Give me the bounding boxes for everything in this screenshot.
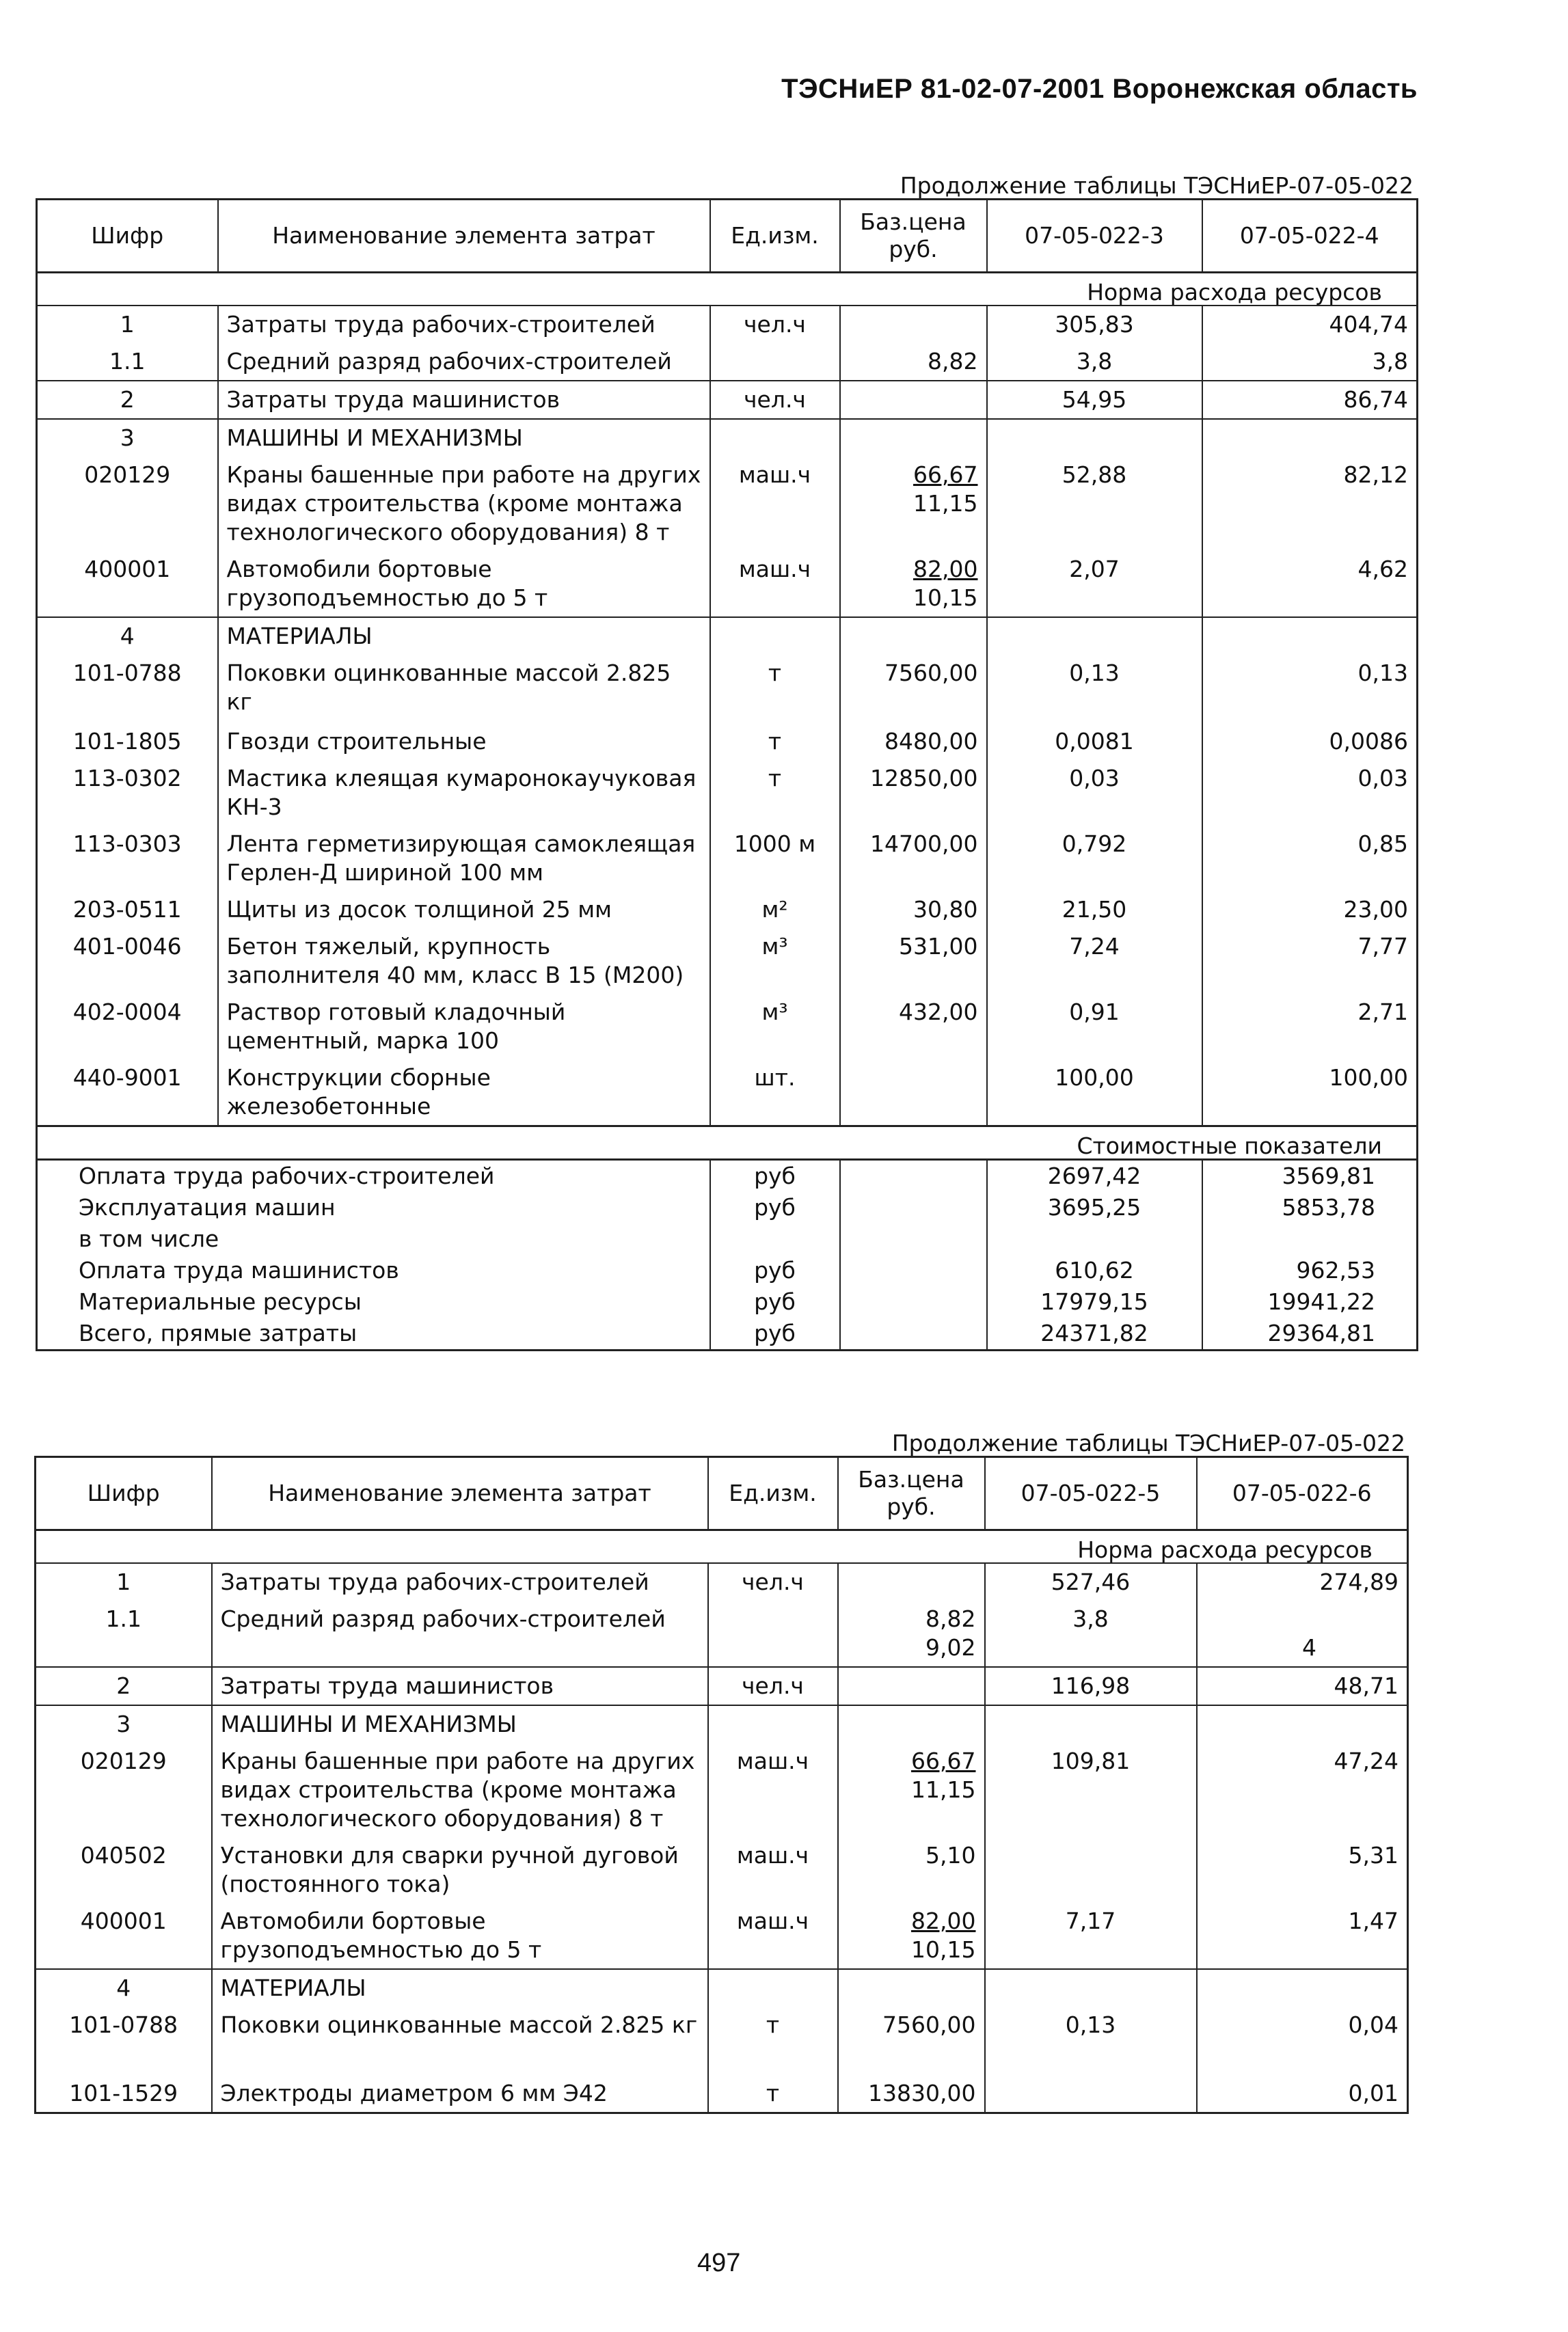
total-unit: руб (710, 1286, 840, 1318)
table2-header-row (36, 1457, 1408, 1530)
section-title: МАТЕРИАЛЫ (212, 1969, 708, 2007)
row-name: Лента герметизирующая самоклеящая Герлен-Д шириной 100 мм (218, 826, 710, 891)
table-row (36, 1563, 1408, 1601)
row-name: Затраты труда рабочих-строителей (218, 306, 710, 343)
row-unit (710, 343, 840, 381)
row-code: 401-0046 (37, 928, 218, 994)
row-code: 440-9001 (37, 1059, 218, 1126)
section-row (36, 1969, 1408, 2007)
row-value-2: 3,8 (1202, 343, 1418, 381)
col-header-code: Шифр (36, 1457, 212, 1530)
cost-label: Стоимостные показатели (37, 1126, 1418, 1160)
row-value-1: 0,0081 (987, 723, 1202, 760)
row-price: 14700,00 (840, 826, 987, 891)
row-price: 12850,00 (840, 760, 987, 826)
price-sub: 11,15 (911, 1776, 976, 1803)
section-code: 3 (37, 419, 218, 457)
row-value-2: 0,03 (1202, 760, 1418, 826)
row-unit: м³ (710, 928, 840, 994)
total-value-2: 962,53 (1202, 1255, 1418, 1286)
row-code: 1.1 (37, 343, 218, 381)
row-value-1: 527,46 (985, 1563, 1197, 1601)
row-value-2: 23,00 (1202, 891, 1418, 928)
total-unit: руб (710, 1160, 840, 1193)
row-code: 101-1529 (36, 2075, 212, 2113)
row-value-1 (985, 2075, 1197, 2113)
total-row (37, 1286, 1418, 1318)
row-name: Автомобили бортовые грузоподъемностью до 5 т (212, 1903, 708, 1969)
table-row (37, 381, 1418, 419)
row-value-1: 305,83 (987, 306, 1202, 343)
total-unit: руб (710, 1192, 840, 1223)
total-value-2: 29364,81 (1202, 1318, 1418, 1351)
row-value-1: 54,95 (987, 381, 1202, 419)
section-code: 4 (36, 1969, 212, 2007)
section-code: 4 (37, 617, 218, 655)
row-value-2 (1197, 1601, 1408, 1667)
row-value-1 (985, 1837, 1197, 1903)
row-value-1: 7,24 (987, 928, 1202, 994)
table1-header-row (37, 200, 1418, 273)
row-code: 113-0302 (37, 760, 218, 826)
section-row (36, 1705, 1408, 1743)
row-unit: чел.ч (708, 1667, 838, 1705)
row-name: Конструкции сборные железобетонные (218, 1059, 710, 1126)
total-unit (710, 1223, 840, 1255)
row-value-1: 2,07 (987, 551, 1202, 617)
row-code: 1.1 (36, 1601, 212, 1667)
row-value-1: 21,50 (987, 891, 1202, 928)
row-unit: маш.ч (708, 1837, 838, 1903)
total-row (37, 1223, 1418, 1255)
total-value-1: 2697,42 (987, 1160, 1202, 1193)
table2-caption: Продолжение таблицы ТЭСНиЕР-07-05-022 (891, 1430, 1405, 1456)
row-unit: чел.ч (710, 306, 840, 343)
total-value-2: 19941,22 (1202, 1286, 1418, 1318)
row-name: Электроды диаметром 6 мм Э42 (212, 2075, 708, 2113)
row-value-1: 3,8 (987, 343, 1202, 381)
table-row (36, 1667, 1408, 1705)
row-name: Автомобили бортовые грузоподъемностью до 5 т (218, 551, 710, 617)
row-value-2: 47,24 (1197, 1743, 1408, 1837)
row-price (840, 457, 987, 551)
row-name: Затраты труда машинистов (218, 381, 710, 419)
col-header-code: Шифр (37, 200, 218, 273)
total-value-1: 3695,25 (987, 1192, 1202, 1223)
row-name: Затраты труда рабочих-строителей (212, 1563, 708, 1601)
table-row (37, 760, 1418, 826)
row-name: Бетон тяжелый, крупность заполнителя 40 мм, класс В 15 (М200) (218, 928, 710, 994)
row-price: 30,80 (840, 891, 987, 928)
row-price: 8,82 (840, 343, 987, 381)
row-name: Краны башенные при работе на других видах строительства (кроме монтажа технологического оборудования) 8 т (218, 457, 710, 551)
table-row (36, 1601, 1408, 1667)
row-price (838, 1563, 985, 1601)
price-sub: 9,02 (925, 1634, 976, 1661)
row-code: 101-0788 (36, 2007, 212, 2075)
row-value-1: 0,792 (987, 826, 1202, 891)
total-row (37, 1160, 1418, 1193)
table-row (36, 1903, 1408, 1969)
section-row (37, 419, 1418, 457)
row-name: Мастика клеящая кумаронокаучуковая КН-3 (218, 760, 710, 826)
row-unit: т (708, 2007, 838, 2075)
row-unit: т (710, 760, 840, 826)
total-name: в том числе (79, 1225, 219, 1252)
row-value-2: 7,77 (1202, 928, 1418, 994)
row-unit: чел.ч (710, 381, 840, 419)
row-value-2: 48,71 (1197, 1667, 1408, 1705)
table-row (36, 2075, 1408, 2113)
row-price (840, 551, 987, 617)
row-code: 020129 (36, 1743, 212, 1837)
table-row (37, 891, 1418, 928)
total-unit: руб (710, 1255, 840, 1286)
page-number: 497 (697, 2249, 741, 2277)
total-value-1: 610,62 (987, 1255, 1202, 1286)
norm-label: Норма расхода ресурсов (36, 1530, 1408, 1564)
total-value-1: 17979,15 (987, 1286, 1202, 1318)
col-header-v2: 07-05-022-6 (1197, 1457, 1408, 1530)
row-name: Поковки оцинкованные массой 2.825 кг (212, 2007, 708, 2075)
row-price: 7560,00 (840, 655, 987, 723)
row-value-1: 0,03 (987, 760, 1202, 826)
row-unit: шт. (710, 1059, 840, 1126)
table-row (37, 826, 1418, 891)
row-unit: т (710, 723, 840, 760)
row-value-1: 52,88 (987, 457, 1202, 551)
col-header-unit: Ед.изм. (708, 1457, 838, 1530)
table-row (37, 994, 1418, 1059)
price-sub: 11,15 (913, 490, 978, 517)
row-name: Гвозди строительные (218, 723, 710, 760)
row-value-1: 116,98 (985, 1667, 1197, 1705)
row-code: 400001 (36, 1903, 212, 1969)
price-sub: 10,15 (911, 1936, 976, 1963)
col-header-price: Баз.цена руб. (840, 200, 987, 273)
row-value-2: 404,74 (1202, 306, 1418, 343)
row-price: 13830,00 (838, 2075, 985, 2113)
table-row (37, 928, 1418, 994)
total-name: Эксплуатация машин (79, 1194, 336, 1221)
total-value-1: 24371,82 (987, 1318, 1202, 1351)
row-value-1: 0,91 (987, 994, 1202, 1059)
row-unit: м³ (710, 994, 840, 1059)
section-title: МАШИНЫ И МЕХАНИЗМЫ (218, 419, 710, 457)
price-main: 82,00 (913, 556, 978, 582)
norm-label: Норма расхода ресурсов (37, 273, 1418, 306)
row-value-1: 3,8 (985, 1601, 1197, 1667)
table-row (37, 655, 1418, 723)
row-code: 203-0511 (37, 891, 218, 928)
price-main: 66,67 (913, 461, 978, 488)
total-row (37, 1192, 1418, 1223)
total-name: Всего, прямые затраты (79, 1320, 357, 1346)
row-value-2: 0,01 (1197, 2075, 1408, 2113)
table-row (37, 306, 1418, 343)
row-value-2-text: 4 (1302, 1634, 1316, 1661)
col-header-name: Наименование элемента затрат (212, 1457, 708, 1530)
row-code: 101-0788 (37, 655, 218, 723)
row-price: 8480,00 (840, 723, 987, 760)
row-code: 1 (37, 306, 218, 343)
table-row (37, 1059, 1418, 1126)
row-unit (708, 1601, 838, 1667)
price-sub: 10,15 (913, 584, 978, 611)
total-name: Оплата труда рабочих-строителей (37, 1160, 710, 1193)
row-code: 113-0303 (37, 826, 218, 891)
row-unit: т (708, 2075, 838, 2113)
row-value-2: 0,04 (1197, 2007, 1408, 2075)
row-price (838, 1667, 985, 1705)
total-value-2 (1202, 1223, 1418, 1255)
row-value-1: 109,81 (985, 1743, 1197, 1837)
price-main: 82,00 (911, 1908, 976, 1934)
table-row (37, 723, 1418, 760)
row-value-2: 0,85 (1202, 826, 1418, 891)
col-header-v1: 07-05-022-5 (985, 1457, 1197, 1530)
row-value-2: 2,71 (1202, 994, 1418, 1059)
row-name: Краны башенные при работе на других видах строительства (кроме монтажа технологического оборудования) 8 т (212, 1743, 708, 1837)
row-unit: маш.ч (708, 1903, 838, 1969)
row-value-1: 100,00 (987, 1059, 1202, 1126)
row-name: Щиты из досок толщиной 25 мм (218, 891, 710, 928)
table-row (36, 1743, 1408, 1837)
table-row (36, 1837, 1408, 1903)
row-value-1: 0,13 (985, 2007, 1197, 2075)
total-value-1 (987, 1223, 1202, 1255)
row-unit: маш.ч (708, 1743, 838, 1837)
row-code: 402-0004 (37, 994, 218, 1059)
row-code: 040502 (36, 1837, 212, 1903)
price-main: 8,82 (925, 1605, 976, 1632)
row-value-2: 82,12 (1202, 457, 1418, 551)
row-value-2: 100,00 (1202, 1059, 1418, 1126)
col-header-name: Наименование элемента затрат (218, 200, 710, 273)
col-header-unit: Ед.изм. (710, 200, 840, 273)
row-unit: 1000 м (710, 826, 840, 891)
row-price: 5,10 (838, 1837, 985, 1903)
row-value-1: 7,17 (985, 1903, 1197, 1969)
section-title: МАШИНЫ И МЕХАНИЗМЫ (212, 1705, 708, 1743)
document-header: ТЭСНиЕР 81-02-07-2001 Воронежская область (781, 74, 1418, 104)
row-price (840, 1059, 987, 1126)
section-title: МАТЕРИАЛЫ (218, 617, 710, 655)
row-value-1: 0,13 (987, 655, 1202, 723)
row-price (840, 306, 987, 343)
row-value-2: 86,74 (1202, 381, 1418, 419)
total-value-2: 5853,78 (1202, 1192, 1418, 1223)
row-value-2: 5,31 (1197, 1837, 1408, 1903)
row-price (838, 1743, 985, 1837)
total-unit: руб (710, 1318, 840, 1351)
row-name: Средний разряд рабочих-строителей (218, 343, 710, 381)
col-header-v1: 07-05-022-3 (987, 200, 1202, 273)
table-row (37, 551, 1418, 617)
row-unit: т (710, 655, 840, 723)
row-unit: маш.ч (710, 551, 840, 617)
row-code: 020129 (37, 457, 218, 551)
row-name: Раствор готовый кладочный цементный, марка 100 (218, 994, 710, 1059)
table-2 (34, 1456, 1409, 2114)
row-code: 101-1805 (37, 723, 218, 760)
row-price (838, 1903, 985, 1969)
total-value-2: 3569,81 (1202, 1160, 1418, 1193)
table-row (37, 457, 1418, 551)
total-name: Оплата труда машинистов (79, 1257, 399, 1284)
total-row (37, 1255, 1418, 1286)
col-header-price: Баз.цена руб. (838, 1457, 985, 1530)
row-unit: м² (710, 891, 840, 928)
row-unit: чел.ч (708, 1563, 838, 1601)
row-name: Поковки оцинкованные массой 2.825 кг (218, 655, 710, 723)
row-price: 432,00 (840, 994, 987, 1059)
section-code: 3 (36, 1705, 212, 1743)
price-main: 66,67 (911, 1748, 976, 1774)
row-unit: маш.ч (710, 457, 840, 551)
row-price (838, 1601, 985, 1667)
total-name: Материальные ресурсы (79, 1288, 362, 1315)
row-name: Установки для сварки ручной дуговой (постоянного тока) (212, 1837, 708, 1903)
row-code: 2 (36, 1667, 212, 1705)
row-value-2: 0,0086 (1202, 723, 1418, 760)
row-name: Средний разряд рабочих-строителей (212, 1601, 708, 1667)
row-code: 2 (37, 381, 218, 419)
row-value-2: 1,47 (1197, 1903, 1408, 1969)
table-row (36, 2007, 1408, 2075)
row-value-2: 0,13 (1202, 655, 1418, 723)
section-row (37, 617, 1418, 655)
col-header-v2: 07-05-022-4 (1202, 200, 1418, 273)
table-row (37, 343, 1418, 381)
row-price: 7560,00 (838, 2007, 985, 2075)
row-value-2: 274,89 (1197, 1563, 1408, 1601)
row-price: 531,00 (840, 928, 987, 994)
row-value-2: 4,62 (1202, 551, 1418, 617)
total-row (37, 1318, 1418, 1351)
row-code: 1 (36, 1563, 212, 1601)
table1-caption: Продолжение таблицы ТЭСНиЕР-07-05-022 (900, 172, 1414, 199)
row-code: 400001 (37, 551, 218, 617)
row-name: Затраты труда машинистов (212, 1667, 708, 1705)
row-price (840, 381, 987, 419)
table-1 (36, 198, 1418, 1351)
